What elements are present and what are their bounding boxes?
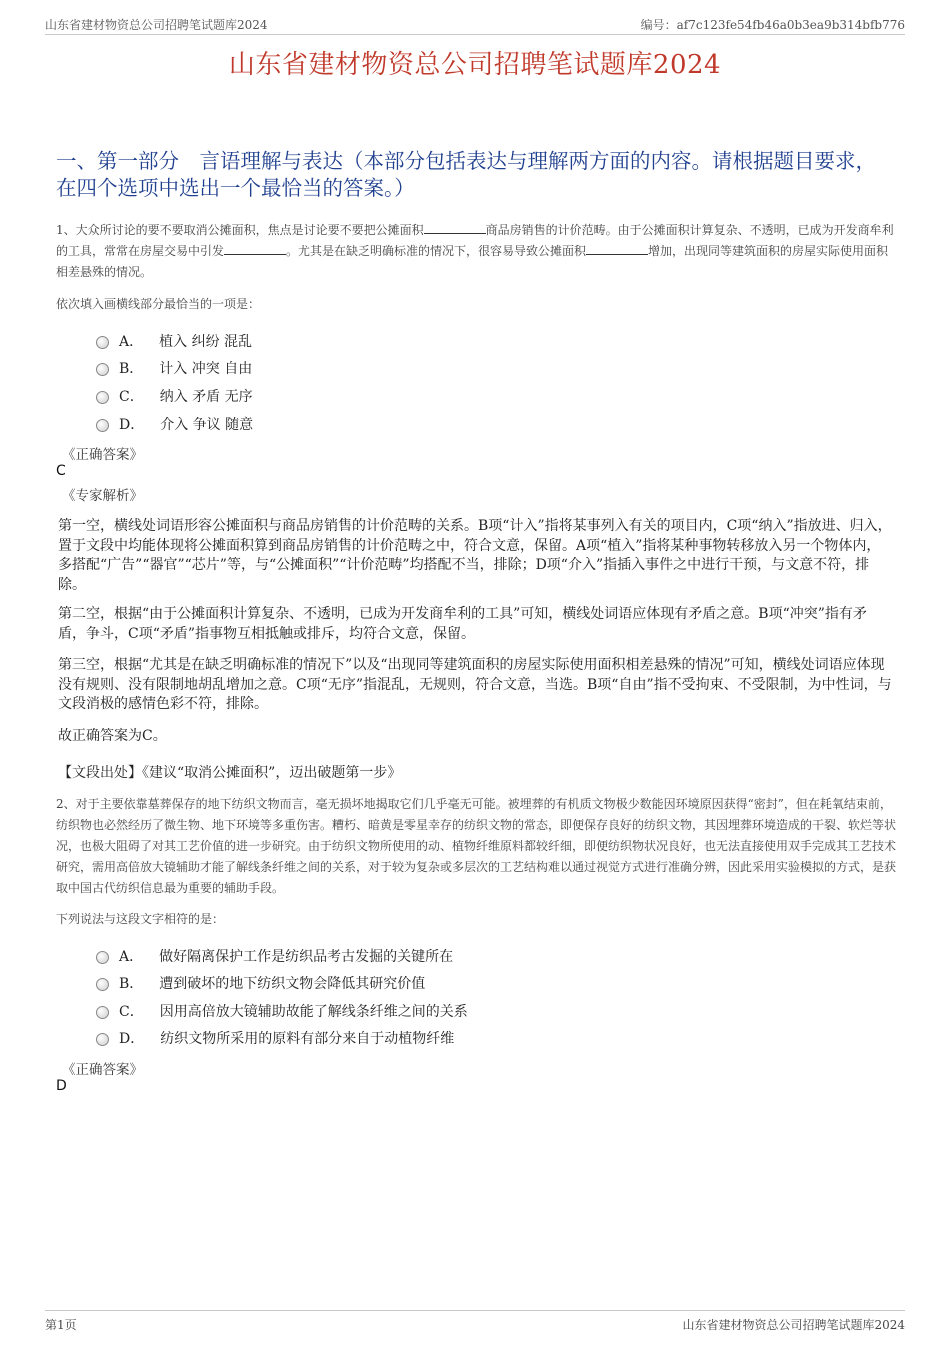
q1-source: 【文段出处】《建议“取消公摊面积”，迈出破题第一步》 xyxy=(58,765,402,781)
q1-analysis-paragraph-1: 第一空，横线处词语形容公摊面积与商品房销售的计价范畴的关系。B项“计入”指将某事列入有关的项目内，C项“纳入”指放进、归入，置于文段中均能体现将公摊面积算到商品房销售的计价范畴之中，符合文意，保留。A项“植入”指将某种事物转移放入另一个物体内，多搭配“广告”“器官”“芯片”等，与“公摊面积”“计价范畴”均搭配不当，排除；D项“介入”指插入事件之中进行干预，与文意不符，排除。 xyxy=(58,518,892,593)
q2-option-c[interactable]: C． 因用高倍放大镜辅助故能了解线条纤维之间的关系 xyxy=(96,1001,468,1021)
q1-answer-label: 《正确答案》 xyxy=(62,447,143,463)
q1-analysis-paragraph-3: 第三空，根据“尤其是在缺乏明确标准的情况下”以及“出现同等建筑面积的房屋实际使用面积相差悬殊的情况”可知，横线处词语应体现没有规则、没有限制地胡乱增加之意。C项“无序”指混乱，无规则，符合文意，当选。B项“自由”指不受拘束、不受限制，为中性词，与文段消极的感情色彩不符，排除。 xyxy=(58,657,892,712)
q1-option-d[interactable]: D． 介入 争议 随意 xyxy=(96,414,253,434)
radio-button-icon[interactable] xyxy=(96,978,109,991)
page-number: 第1页 xyxy=(45,1318,77,1332)
footer-doc-title: 山东省建材物资总公司招聘笔试题库2024 xyxy=(682,1318,905,1332)
question-1-prompt: 依次填入画横线部分最恰当的一项是： xyxy=(56,297,261,311)
question-2-prompt: 下列说法与这段文字相符的是： xyxy=(56,912,225,926)
blank-2 xyxy=(224,242,286,255)
q1-analysis-conclusion: 故正确答案为C。 xyxy=(58,728,167,744)
q2-option-a[interactable]: A． 做好隔离保护工作是纺织品考古发掘的关键所在 xyxy=(96,946,453,966)
radio-button-icon[interactable] xyxy=(96,419,109,432)
header-doc-title: 山东省建材物资总公司招聘笔试题库2024 xyxy=(45,18,268,32)
q1-analysis-paragraph-2: 第二空，根据“由于公摊面积计算复杂、不透明，已成为开发商牟利的工具”可知，横线处词语应体现有矛盾之意。B项“冲突”指有矛盾，争斗，C项“矛盾”指事物互相抵触或排斥，均符合文意，保留。 xyxy=(58,606,867,642)
page-footer xyxy=(45,1310,905,1337)
blank-1 xyxy=(424,221,486,234)
radio-button-icon[interactable] xyxy=(96,951,109,964)
page-header xyxy=(45,14,905,35)
question-2-text: 2、对于主要依靠墓葬保存的地下纺织文物而言，毫无损坏地揭取它们几乎毫无可能。被埋葬的有机质文物极少数能因环境原因获得“密封”，但在耗氧结束前，纺织物也必然经历了微生物、地下环境等多重伤害。糟朽、暗黄是零星幸存的纺织文物的常态，即便保存良好的纺织文物，其因埋葬环境造成的干裂、软烂等状况，也极大阻碍了对其工艺价值的进一步研究。由于纺织文物所使用的动、植物纤维原料都较纤细，即便纺织物状况良好，也无法直接使用双手完成其工艺技术研究，需用高倍放大镜辅助才能了解线条纤维之间的关系，对于较为复杂或多层次的工艺结构难以通过视觉方式进行准确分辨，因此采用实验模拟的方式，是获取中国古代纺织信息最为重要的辅助手段。 xyxy=(56,797,897,895)
radio-button-icon[interactable] xyxy=(96,336,109,349)
q1-option-c[interactable]: C． 纳入 矛盾 无序 xyxy=(96,386,253,406)
page-title: 山东省建材物资总公司招聘笔试题库2024 xyxy=(228,50,722,80)
q2-option-d[interactable]: D． 纺织文物所采用的原料有部分来自于动植物纤维 xyxy=(96,1028,454,1048)
radio-button-icon[interactable] xyxy=(96,1006,109,1019)
radio-button-icon[interactable] xyxy=(96,1033,109,1046)
q1-analysis-label: 《专家解析》 xyxy=(62,488,143,504)
q1-option-b[interactable]: B． 计入 冲突 自由 xyxy=(96,358,252,378)
radio-button-icon[interactable] xyxy=(96,363,109,376)
section-heading: 一、第一部分 言语理解与表达（本部分包括表达与理解两方面的内容。请根据题目要求，在四个选项中选出一个最恰当的答案。） xyxy=(56,149,876,200)
q1-answer: C xyxy=(56,463,66,479)
q2-answer: D xyxy=(56,1078,67,1094)
question-1-text: 1、大众所讨论的要不要取消公摊面积，焦点是讨论要不要把公摊面积 商品房销售的计价范畴。由于公摊面积计算复杂、不透明，已成为开发商牟利的工具，常常在房屋交易中引发 。尤其是在缺乏明确标准的情况下，很容易导致公摊面积 增加，出现同等建筑面积的房屋实际使用面积相差悬殊的情况。 xyxy=(56,223,894,279)
blank-3 xyxy=(586,242,648,255)
q2-answer-label: 《正确答案》 xyxy=(62,1062,143,1078)
q1-option-a[interactable]: A． 植入 纠纷 混乱 xyxy=(96,331,252,351)
q2-option-b[interactable]: B． 遭到破坏的地下纺织文物会降低其研究价值 xyxy=(96,973,425,993)
radio-button-icon[interactable] xyxy=(96,391,109,404)
header-doc-number: 编号：af7c123fe54fb46a0b3ea9b314bfb776 xyxy=(640,18,905,32)
